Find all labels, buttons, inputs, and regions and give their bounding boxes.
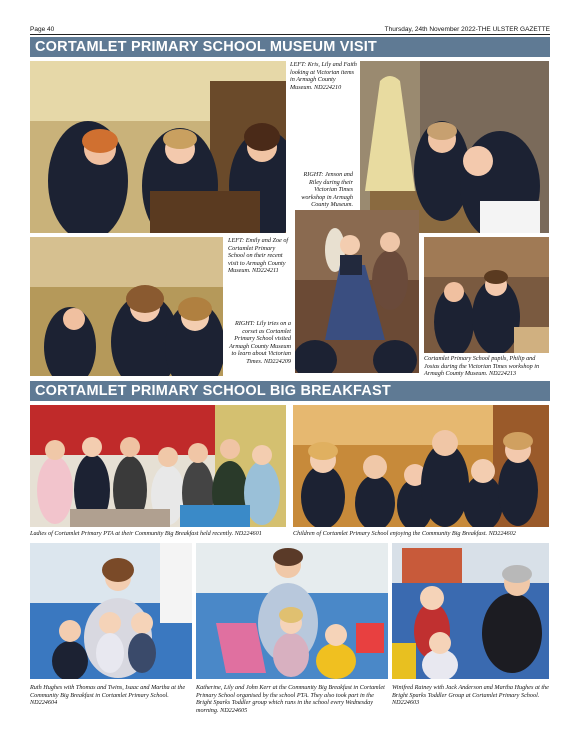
page-number: Page 40	[30, 26, 55, 33]
photo-winifred-rainey	[392, 543, 549, 679]
caption-children-breakfast: Children of Cortamlet Primary School enjoying the Community Big Breakfast. ND224602	[293, 530, 516, 537]
header-rule	[30, 34, 550, 35]
photo-katherine-kerr	[196, 543, 388, 679]
section-title-museum: CORTAMLET PRIMARY SCHOOL MUSEUM VISIT	[35, 39, 377, 55]
photo-kris-lily-faith	[30, 61, 286, 233]
photo-emily-zoe	[30, 237, 223, 376]
section-title-breakfast: CORTAMLET PRIMARY SCHOOL BIG BREAKFAST	[35, 383, 391, 399]
caption-winifred-rainey: Winifred Rainey with Jack Anderson and Martha Hughes at the Bright Sparks Toddler Group at Cortamlet Primary School. ND224603	[392, 684, 549, 707]
caption-jenson-riley: RIGHT: Jenson and Riley during their Victorian Times workshop in Armagh County Museum.	[301, 171, 353, 209]
dateline: Thursday, 24th November 2022-THE ULSTER GAZETTE	[384, 26, 550, 33]
caption-emily-zoe: LEFT: Emily and Zoe of Cortamlet Primary School on their recent visit to Armagh County Museum. ND224211	[228, 237, 289, 275]
photo-ruth-hughes	[30, 543, 192, 679]
photo-children-breakfast	[293, 405, 549, 527]
photo-lily-corset	[295, 210, 419, 373]
photo-jenson-riley	[360, 61, 549, 233]
section-banner-museum	[30, 37, 550, 57]
caption-katherine-kerr: Katherine, Lily and John Kerr at the Community Big Breakfast in Cortamlet Primary School organised by the school PTA. They also took part in the Bright Sparks Toddler group which runs in the school every Wednesday morning. ND224605	[196, 684, 385, 714]
caption-philip-josias: Cortamlet Primary School pupils, Philip and Josias during the Victorian Times workshop in Armagh County Museum. ND224213	[424, 355, 540, 378]
section-banner-breakfast	[30, 381, 550, 401]
caption-pta-ladies: Ladies of Cortamlet Primary PTA at their Community Big Breakfast held recently. ND224601	[30, 530, 262, 537]
caption-ruth-hughes: Ruth Hughes with Thomas and Twins, Isaac and Martha at the Community Big Breakfast in Cortamlet Primary School. ND224604	[30, 684, 186, 707]
caption-lily-corset: RIGHT: Lily tries on a corset as Cortamlet Primary School visited Armagh County Museum to learn about Victorian Times. ND224209	[229, 320, 291, 365]
caption-kris-lily-faith: LEFT: Kris, Lily and Faith looking at Victorian items in Armagh County Museum. ND224210	[290, 61, 357, 91]
photo-pta-ladies	[30, 405, 286, 527]
photo-philip-josias	[424, 237, 549, 353]
